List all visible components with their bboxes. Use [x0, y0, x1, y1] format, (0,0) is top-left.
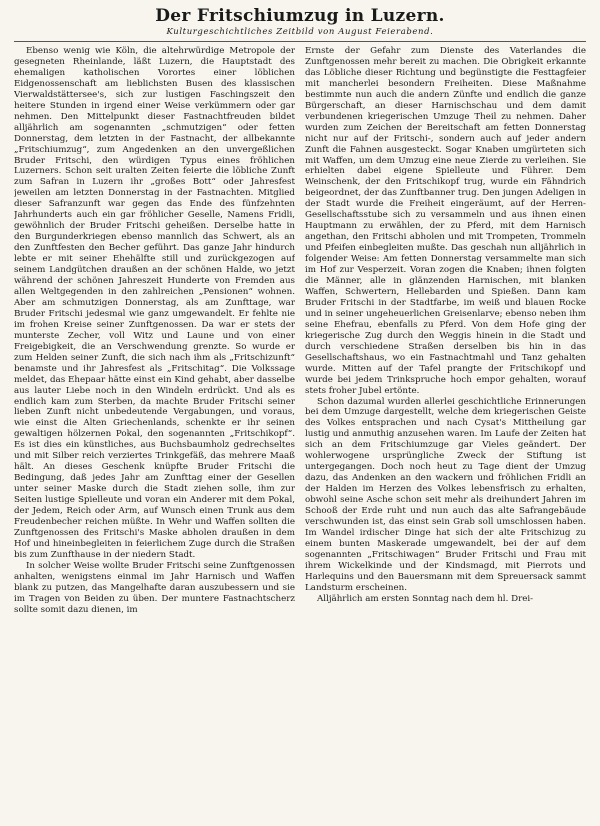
article-title: Der Fritschiumzug in Luzern.: [155, 6, 445, 26]
left-column: [14, 46, 295, 806]
paragraph: Ernste der Gefahr zum Dienste des Vaterlandes die Zunftgenossen mehr bereit zu machen. Die Obrigkeit erkannte das Löbliche dieser Richtung und begünstigte die Festtagfeier mit mancherlei besondern Freiheiten. Diese Maßnahme bestimmte nun auch die andern Zünfte und endlich die ganze Bürgerschaft, an dieser Harnischschau und dem damit verbundenen kriegerischen Umzuge Theil zu nehmen. Daher wurden zum Zeichen der Bereitschaft am fetten Donnerstag nicht nur auf der Fritschi-, sondern auch auf jeder andern Zunft die Fahnen ausgesteckt. Sogar Knaben umgürteten sich mit Waffen, um dem Umzug eine neue Zierde zu verleihen. Sie erhielten dabei eigene Spielleute und Führer. Dem Weinschenk, der den Fritschikopf trug, wurde ein Fähndrich beigeordnet, der das Zunftbanner trug. Den jungen Adeligen in der Stadt wurde die Freiheit eingeräumt, auf der Herren-Gesellschaftsstube sich zu versammeln und aus ihnen einen Hauptmann zu erwählen, der zu Pferd, mit dem Harnisch angethan, den Fritschi abholen und mit Trompeten, Trommeln und Pfeifen einbegleiten mußte. Das geschah nun alljährlich in folgender Weise: Am fetten Donnerstag versammelte man sich im Hof zur Vesperzeit. Voran zogen die Knaben; ihnen folgten die Männer, alle in glänzenden Harnischen, mit blanken Waffen, Schwertern, Hellebarden und Spießen. Dann kam Bruder Fritschi in der Stadtfarbe, im weiß und blauen Rocke und in seiner ungeheuerlichen Greisenlarve; ebenso neben ihm seine Ehefrau, ebenfalls zu Pferd. Von dem Hofe ging der kriegerische Zug durch den Weggis hinein in die Stadt und durch verschiedene Straßen derselben bis hin in das Gesellschaftshaus, wo ein Fastnachtmahl und Tanz gehalten wurde. Mitten auf der Tafel prangte der Fritschikopf und wurde bei jedem Trinkspruche hoch empor gehalten, worauf stets froher Jubel ertönte.: [305, 46, 586, 396]
right-column: [305, 46, 586, 806]
paragraph: Schon dazumal wurden allerlei geschichtliche Erinnerungen bei dem Umzuge dargestellt, welche dem kriegerischen Geiste des Volkes entsprachen und nach Cysat's Mittheilung gar lustig und anmuthig anzusehen waren. Im Laufe der Zeiten hat sich an dem Fritschiumzuge gar Vieles geändert. Der wohlerwogene ursprüngliche Zweck der Stiftung ist untergegangen. Doch noch heut zu Tage dient der Umzug dazu, das Andenken an den wackern und fröhlichen Fridli an der Halden im Herzen des Volkes lebensfrisch zu erhalten, obwohl seine Asche schon seit mehr als dreihundert Jahren im Schooß der Erde ruht und nun auch das alte Safrangebäude verschwunden ist, das einst sein Grab soll umschlossen haben. Im Wandel irdischer Dinge hat sich der alte Fritschizug zu einem bunten Maskerade umgewandelt, bei der auf dem sogenannten „Fritschiwagen“ Bruder Fritschi und Frau mit ihrem Wickelkinde und der Kindsmagd, mit Pierrots und Harlequins und den Bauersmann mit dem Spreuersack sammt Landsturm erscheinen.: [305, 396, 586, 593]
paragraph: Alljährlich am ersten Sonntag nach dem hl. Drei-: [317, 593, 534, 604]
paragraph: Ebenso wenig wie Köln, die altehrwürdige Metropole der gesegneten Rheinlande, läßt Luzern, die Hauptstadt des ehemaligen katholischen Vorortes einer löblichen Eidgenossenschaft am lieblichsten Busen des klassischen Vierwaldstättersee's, sich zur lustigen Faschingszeit den heitere Stunden in irgend einer Weise verkümmern oder gar nehmen. Den Mittelpunkt dieser Fastnachtfreuden bildet alljährlich am sogenannten „schmutzigen“ oder fetten Donnerstag, dem letzten in der Fastnacht, der allbekannte „Fritschiumzug“, zum Angedenken an den unvergeßlichen Bruder Fritschi, den würdigen Typus eines fröhlichen Luzerners. Schon seit uralten Zeiten feierte die löbliche Zunft zum Safran in Luzern ihr „großes Bott“ oder Jahresfest jeweilen am letzten Donnerstag in der Fastnachten. Mitglied dieser Safranzunft war gegen das Ende des fünfzehnten Jahrhunderts auch ein gar fröhlicher Geselle, Namens Fridli, gewöhnlich der Bruder Fritschi geheißen. Derselbe hatte in den Burgunderkriegen ebenso mannlich das Schwert, als an den Zunftfesten den Becher geführt. Das ganze Jahr hindurch lebte er mit seiner Ehehälfte still und zurückgezogen auf seinem Landgütchen draußen an der schönen Halde, wo jetzt während der schönen Jahreszeit Hunderte von Fremden aus allen Weltgegenden in den zahlreichen „Pensionen“ wohnen. Aber am schmutzigen Donnerstag, als am Zunfttage, war Bruder Fritschi jedesmal wie ganz umgewandelt. Er fehlte nie im frohen Kreise seiner Zunftgenossen. Da war er stets der munterste Zecher, voll Witz und Laune und von einer Freigebigkeit, die an Verschwendung grenzte. So wurde er zum Helden seiner Zunft, die sich nach ihm als „Fritschizunft“ benamste und ihr Jahresfest als „Fritschitag“. Die Volkssage meldet, das Ehepaar hätte einst ein Kind gehabt, aber dasselbe aus lauter Liebe noch in den Windeln erdrückt. Und als es endlich kam zum Sterben, da machte Bruder Fritschi seiner lieben Zunft nicht unbedeutende Vergabungen, und voraus, wie einst die Alten Griechenlands, schenkte er ihr seinen gewaltigen hölzernen Pokal, den sogenannten „Fritschikopf“. Es ist dies ein künstliches, aus Buchsbaumholz gedrechseltes und mit Silber reich verziertes Trinkgefäß, das mehrere Maaß hält. An dieses Geschenk knüpfte Bruder Fritschi die Bedingung, daß jedes Jahr am Zunfttag einer der Gesellen unter seiner Maske durch die Stadt ziehen solle, ihm zur Seiten lustige Spielleute und voran ein Anderer mit dem Pokal, der Jedem, Reich oder Arm, auf Wunsch einen Trunk aus dem Freudenbecher reichen müßte. In Wehr und Waffen sollten die Zunftgenossen des Fritschi's Maske abholen draußen in dem Hof und hineinbegleiten in feierlichem Zuge durch die Straßen bis zum Zunfthause in der niedern Stadt.: [14, 46, 295, 560]
title-rule: [14, 41, 586, 42]
paragraph: In solcher Weise wollte Bruder Fritschi seine Zunftgenossen anhalten, wenigstens einmal im Jahr Harnisch und Waffen blank zu putzen, das Mangelhafte daran auszubessern und sie im Tragen von Beiden zu üben. Der muntere Fastnachtscherz sollte somit dazu dienen, im: [14, 560, 295, 615]
article-subtitle: Kulturgeschichtliches Zeitbild von August Feierabend.: [166, 27, 434, 37]
article-body: [14, 46, 586, 806]
